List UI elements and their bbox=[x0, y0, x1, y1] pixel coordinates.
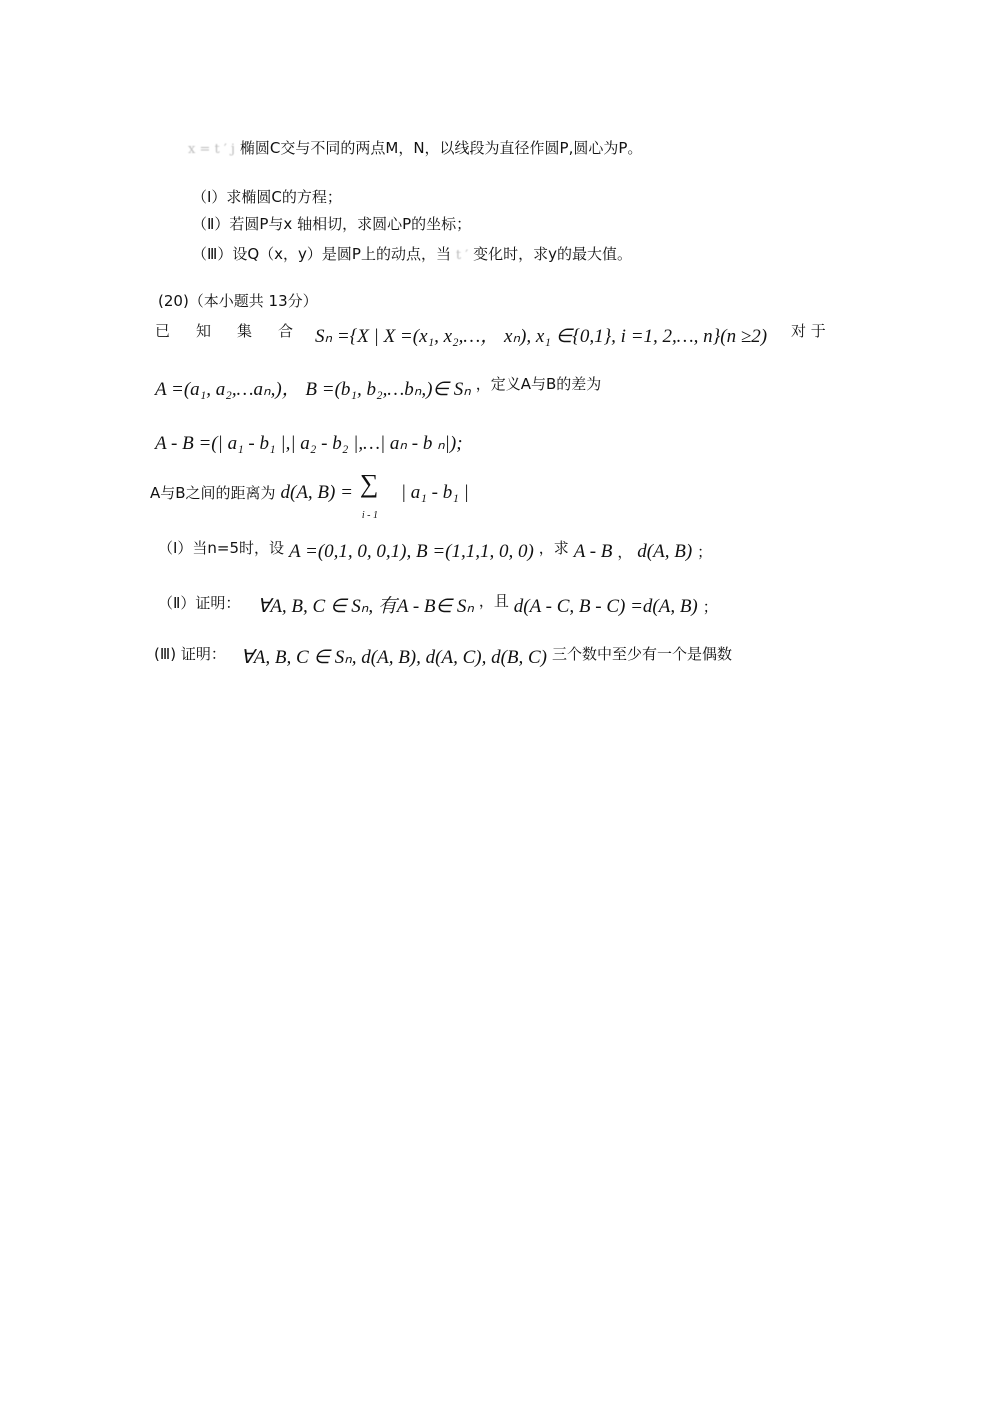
part-1-separator: ， bbox=[617, 543, 633, 561]
prev-question-3 bbox=[192, 243, 632, 267]
part-2-label: （Ⅱ）证明： bbox=[158, 594, 241, 612]
part-3-math: ∀A, B, C ∈ Sₙ, d(A, B), d(A, C), d(B, C) bbox=[240, 647, 548, 668]
set-definition-line bbox=[155, 320, 855, 350]
part-2-and: ，且 bbox=[478, 592, 509, 610]
part-1-math: A =(0,1, 0, 0,1), B =(1,1,1, 0, 0) bbox=[288, 541, 534, 562]
part-2-math: ∀A, B, C ∈ Sₙ, 有A - B∈ Sₙ bbox=[257, 596, 474, 617]
set-definition-math: Sₙ ={X | X =(x₁, x₂,…， xₙ), x₁ ∈{0,1}, i =1, 2,…, n}(n ≥2) bbox=[315, 326, 768, 347]
prev-question-2: （Ⅱ）若圆P与x 轴相切，求圆心P的坐标； bbox=[192, 215, 472, 233]
sigma-glyph: ∑ bbox=[359, 469, 379, 498]
part-3-label: (Ⅲ) 证明： bbox=[154, 645, 226, 663]
difference-definition bbox=[155, 433, 463, 455]
prev-intro-line bbox=[188, 137, 642, 161]
part-3-text: 三个数中至少有一个是偶数 bbox=[551, 645, 732, 663]
part-1-ask: ，求 bbox=[538, 539, 569, 557]
part-3-line bbox=[154, 643, 732, 669]
difference-label: ，定义A与B的差为 bbox=[475, 375, 602, 393]
part-2-end: ； bbox=[702, 598, 718, 616]
distance-definition-line bbox=[150, 469, 469, 521]
for-label: 对 于 bbox=[791, 322, 826, 340]
distance-label: A与B之间的距离为 bbox=[150, 484, 276, 502]
prev-q3-text-b: 变化时，求y的最大值。 bbox=[473, 245, 633, 263]
problem-20-header: (20)（本小题共 13分） bbox=[158, 292, 318, 310]
blurred-formula-image: x = t ′ j bbox=[188, 142, 235, 157]
summation-index: i - 1 bbox=[361, 510, 378, 521]
given-label: 已知集合 bbox=[155, 322, 320, 340]
difference-math: A - B =(| a₁ - b₁ |,| a₂ - b₂ |,…| aₙ - b ₙ|); bbox=[155, 433, 463, 454]
part-1-line bbox=[158, 537, 712, 563]
prev-intro-text: 椭圆C交与不同的两点M，N，以线段为直径作圆P,圆心为P。 bbox=[239, 139, 643, 157]
distance-rhs: | a₁ - b₁ | bbox=[400, 482, 469, 503]
summation-symbol bbox=[358, 469, 386, 521]
blurred-variable-image: t ′ bbox=[455, 248, 469, 263]
ab-definition-math: A =(a₁, a₂,…aₙ,)， B =(b₁, b₂,…bₙ,)∈ Sₙ bbox=[155, 379, 471, 400]
part-1-math-distance: d(A, B) bbox=[637, 541, 693, 562]
ab-definition-line bbox=[155, 373, 601, 401]
part-2-line bbox=[158, 590, 718, 618]
part-1-label: （Ⅰ）当n=5时，设 bbox=[158, 539, 285, 557]
part-1-end: ； bbox=[697, 543, 713, 561]
part-1-math-diff: A - B bbox=[573, 541, 613, 562]
prev-question-1: （Ⅰ）求椭圆C的方程； bbox=[192, 188, 342, 206]
part-2-math-distance: d(A - C, B - C) =d(A, B) bbox=[513, 596, 698, 617]
distance-lhs: d(A, B) = bbox=[280, 482, 353, 503]
prev-q3-text-a: （Ⅲ）设Q（x，y）是圆P上的动点，当 bbox=[192, 245, 451, 263]
